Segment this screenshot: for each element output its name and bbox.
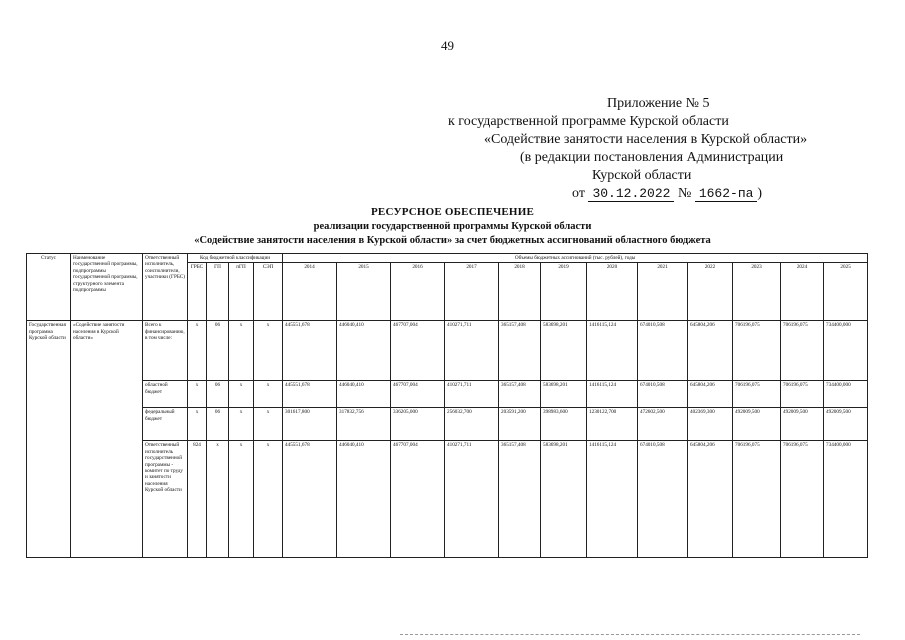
header-year: 2018 [499,263,541,321]
value-cell: 1416115,124 [587,321,638,381]
from-label: от [572,186,585,201]
value-cell: 446040,410 [337,381,391,408]
header-year: 2024 [781,263,824,321]
code-cell: х [254,441,283,558]
code-cell: х [188,381,207,408]
value-cell: 706196,075 [781,321,824,381]
header-volumes: Объемы бюджетных ассигнований (тыс. рублей), годы [283,254,868,263]
code-cell: 06 [207,321,229,381]
value-cell: 706196,075 [781,381,824,408]
resource-table [26,253,868,558]
value-cell: 365157,408 [499,381,541,408]
value-cell: 645804,206 [688,381,733,408]
value-cell: 645804,206 [688,441,733,558]
value-cell: 467707,004 [391,441,445,558]
document-title: РЕСУРСНОЕ ОБЕСПЕЧЕНИЕ [371,206,534,218]
value-cell: 734400,000 [824,381,868,408]
page-edge-line [400,634,860,635]
code-cell: х [229,441,254,558]
value-cell: 446040,410 [337,441,391,558]
header-code-pgp: пГП [229,263,254,321]
value-cell: 706196,075 [733,321,781,381]
value-cell: 674010,508 [638,441,688,558]
header-name: Наименование государственной программы, подпрограммы государственной программы, структурного элемента подпрограммы [71,254,143,321]
value-cell: 492009,500 [824,408,868,441]
value-cell: 445551,678 [283,381,337,408]
code-cell: х [207,441,229,558]
value-cell: 734400,000 [824,441,868,558]
value-cell: 583698,201 [541,441,587,558]
value-cell: 645804,206 [688,321,733,381]
value-cell: 365157,408 [499,441,541,558]
code-cell: х [254,408,283,441]
header-year: 2022 [688,263,733,321]
value-cell: 402369,300 [688,408,733,441]
appendix-line-2: к государственной программе Курской области [448,114,729,129]
value-cell: 365157,408 [499,321,541,381]
header-executor: Ответственный исполнитель, соисполнители, участники (ГРБС) [143,254,188,321]
header-code-grbs: ГРБС [188,263,207,321]
header-year: 2023 [733,263,781,321]
header-year: 2016 [391,263,445,321]
value-cell: 410271,711 [445,381,499,408]
code-cell: 06 [207,381,229,408]
decree-number: 1662-па [695,186,758,202]
document-subtitle-1: реализации государственной программы Курской области [313,221,592,232]
program-name-cell: «Содействие занятости населения в Курской области» [71,321,143,558]
value-cell: 583698,201 [541,381,587,408]
value-cell: 734400,000 [824,321,868,381]
value-cell: 410271,711 [445,321,499,381]
value-cell: 446040,410 [337,321,391,381]
value-cell: 492009,500 [781,408,824,441]
value-cell: 706196,075 [733,441,781,558]
value-cell: 674010,508 [638,381,688,408]
value-cell: 445551,678 [283,441,337,558]
code-cell: х [229,408,254,441]
value-cell: 583698,201 [541,321,587,381]
header-year: 2021 [638,263,688,321]
code-cell: х [229,321,254,381]
header-year: 2017 [445,263,499,321]
appendix-line-1: Приложение № 5 [607,96,710,111]
appendix-date-line: от 30.12.2022 № 1662-па ) [572,186,763,201]
status-cell: Государственная программа Курской области [27,321,71,558]
table-row [27,408,868,441]
appendix-line-4: (в редакции постановления Администрации [520,150,784,165]
value-cell: 1230122,700 [587,408,638,441]
value-cell: 674010,508 [638,321,688,381]
code-cell: х [254,321,283,381]
value-cell: 445551,678 [283,321,337,381]
appendix-line-3: «Содействие занятости населения в Курской области» [484,132,808,147]
code-cell: 06 [207,408,229,441]
value-cell: 398983,600 [541,408,587,441]
header-status: Статус [27,254,71,321]
code-cell: х [254,381,283,408]
table-row [27,381,868,408]
code-cell: х [188,321,207,381]
appendix-line-5: Курской области [592,168,692,183]
header-year: 2015 [337,263,391,321]
value-cell: 301617,800 [283,408,337,441]
header-year: 2014 [283,263,337,321]
header-code-gp: ГП [207,263,229,321]
executor-cell: федеральный бюджет [143,408,188,441]
header-year: 2025 [824,263,868,321]
number-label: № [677,186,692,201]
document-subtitle-2: «Содействие занятости населения в Курской области» за счет бюджетных ассигнований областного бюджета [194,235,711,246]
value-cell: 472602,500 [638,408,688,441]
value-cell: 410271,711 [445,441,499,558]
value-cell: 1416115,124 [587,441,638,558]
header-budget-code: Код бюджетной классификации [188,254,283,263]
code-cell: х [229,381,254,408]
table-row [27,441,868,558]
executor-cell: Ответственный исполнитель государственной программы - комитет по труду и занятости населения Курской области [143,441,188,558]
value-cell: 706196,075 [733,381,781,408]
value-cell: 1416115,124 [587,381,638,408]
value-cell: 256032,700 [445,408,499,441]
page-number: 49 [441,38,454,53]
code-cell: 824 [188,441,207,558]
code-cell: х [188,408,207,441]
value-cell: 203591,200 [499,408,541,441]
value-cell: 706196,075 [781,441,824,558]
value-cell: 467707,004 [391,381,445,408]
value-cell: 336205,000 [391,408,445,441]
table-row [27,321,868,381]
header-code-sep: СЭП [254,263,283,321]
value-cell: 317832,756 [337,408,391,441]
decree-date: 30.12.2022 [588,186,674,202]
value-cell: 492009,500 [733,408,781,441]
executor-cell: областной бюджет [143,381,188,408]
header-year: 2019 [541,263,587,321]
header-year: 2020 [587,263,638,321]
executor-cell: Всего к финансированию, в том числе: [143,321,188,381]
value-cell: 467707,004 [391,321,445,381]
